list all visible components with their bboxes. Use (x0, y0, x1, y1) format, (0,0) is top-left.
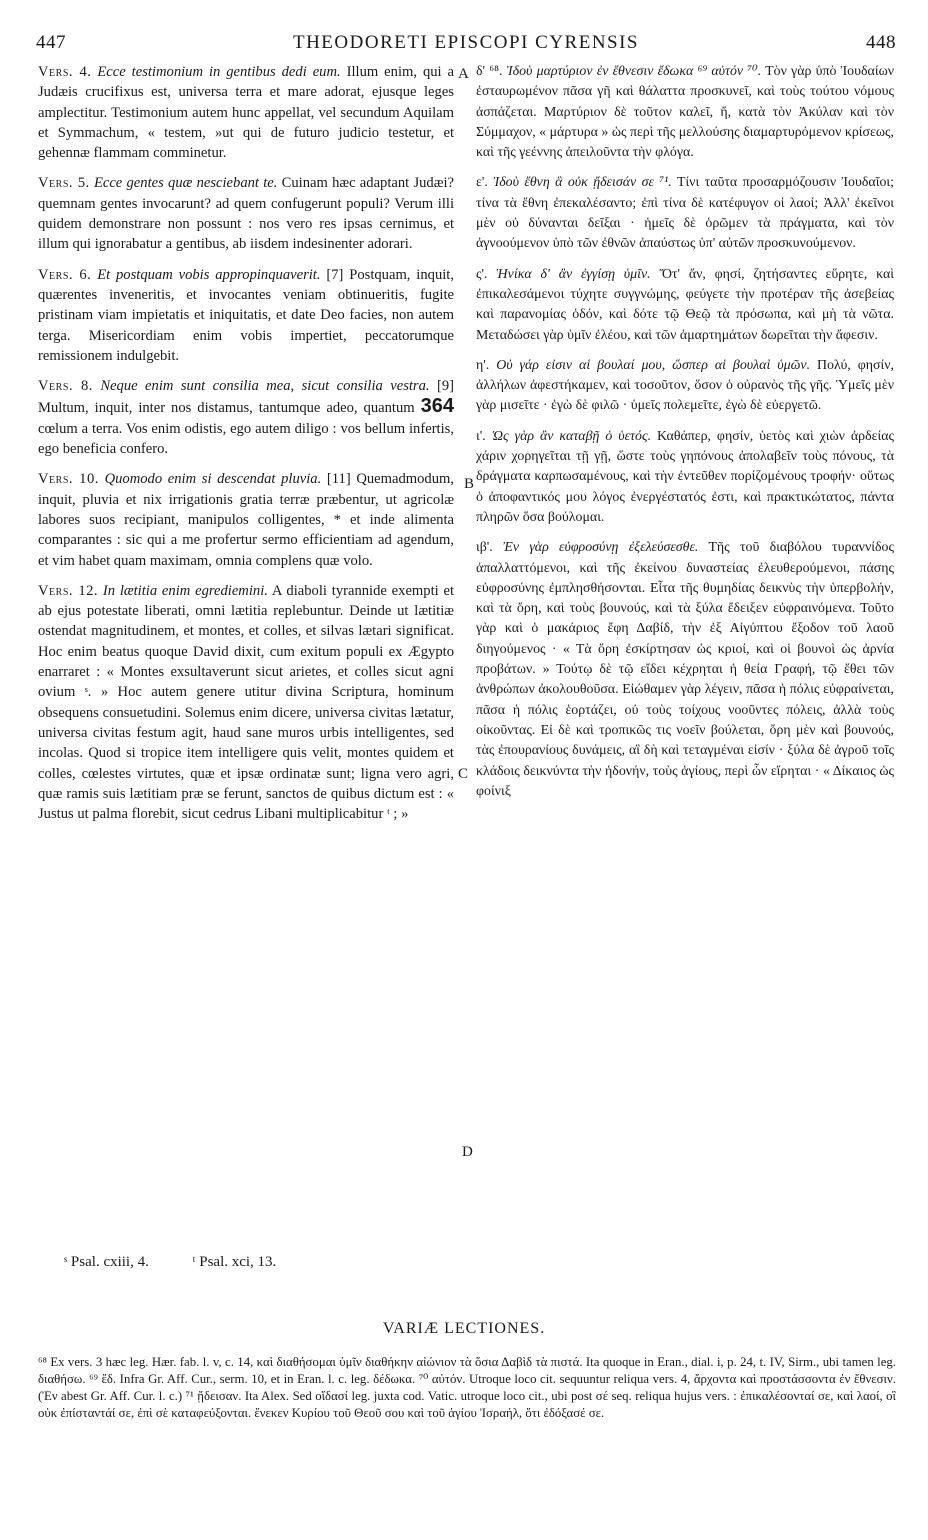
page-number-left: 447 (36, 32, 66, 53)
variae-lectiones-heading: VARIÆ LECTIONES. (382, 1320, 546, 1337)
latin-paragraph: Vers. 10. Quomodo enim si descendat pluvia. [11] Quemadmodum, inquit, pluvia et nix irrigationis gratia terræ præbentur, ut agricolæ labores suos recipiant, manipulos colligentes, * et inde alimenta comparantes : sic qui a me profertur sermo efficientiam ad agendum, et vim habet quam maximam, omnia complens quæ volo. (38, 471, 454, 569)
latin-paragraph: Vers. 4. Ecce testimonium in gentibus dedi eum. Illum enim, qui a Judæis crucifixus est, universa terra et mare adorat, ejusque leges amplectitur. Testimonium autem hunc appellat, vel secundum Aquilam et Symmachum, « testem, »ut qui de futuro judicio testetur, et gehennæ flammam comminetur. (38, 64, 455, 162)
column-marker-a: A (458, 66, 469, 82)
column-number: 364 (420, 395, 454, 418)
page-number-right: 448 (866, 32, 896, 53)
greek-paragraph: η'. Οὐ γάρ εἰσιν αἱ βουλαί μου, ὥσπερ αἱ βουλαὶ ὑμῶν. Πολύ, φησίν, ἀλλήλων ἀφεστήκαμεν, καὶ τοσοῦτον, ὅσον ὁ οὐρανὸς τῆς γῆς. Ὑμεῖς μὲν γὰρ μισεῖτε · ἐγὼ δὲ φιλῶ · ὑμεῖς πολεμεῖτε, ἐγὼ δὲ εὐεργετῶ. (476, 357, 894, 414)
variae-paragraph: ⁶⁸ Ex vers. 3 hæc leg. Hær. fab. l. v, c. 14, καὶ διαθήσομαι ὑμῖν διαθήκην αἰώνιον τὰ ὅσια Δαβὶδ τὰ πιστά. Ita quoque in Eran., dial. i, p. 24, t. IV, Sirm., ubi tamen leg. διαθήσω. ⁶⁹ ἔδ. Infra Gr. Aff. Cur., serm. 10, et in Eran. l. c. leg. δέδωκα. ⁷⁰ αὐτόν. Utroque loco cit. sequuntur reliqua vers. 4, ἄρχοντα καὶ προστάσσοντα ἐν ἔθνεσιν. (Ἐν abest Gr. Aff. Cur. l. c.) ⁷¹ ᾔδεισαν. Ita Alex. Sed οἴδασί leg. juxta cod. Vatic. utroque loco cit., ubi post σέ seq. reliqua hujus vers. : ἐπικαλέσονταί σε, καὶ λαοί, οἳ οὐκ ἐπίσταντάί σε, ἐπὶ σὲ καταφεύξονται. ἕνεκεν Κυρίου τοῦ Θεοῦ σου καὶ τοῦ ἁγίου Ἰσραήλ, ὅτι ἐδόξασέ σε. (38, 1355, 896, 1420)
running-title: THEODORETI EPISCOPI CYRENSIS (292, 32, 640, 53)
greek-paragraph: δ' ⁶⁸. Ἰδοὺ μαρτύριον ἐν ἔθνεσιν ἔδωκα ⁶⁹ αὐτόν ⁷⁰. Τὸν γὰρ ὑπὸ Ἰουδαίων ἐσταυρωμένον πᾶσα γῆ καὶ θάλαττα προσκυνεῖ, καὶ τοὺς τούτου νόμους ἀσπάζεται. Μαρτύριον δὲ τοῦτον καλεῖ, ἤ, κατὰ τὸν Ἀκύλαν καὶ τὸν Σύμμαχον, « μάρτυρα » ὡς περὶ τῆς μελλούσης διαμαρτυρόμενον κρίσεως, καὶ τῆς γεέννης ἀπειλοῦντα τὴν φλόγα. (476, 64, 894, 161)
column-marker-c: C (458, 766, 469, 782)
column-marker-b: B (464, 476, 475, 492)
latin-paragraph: Vers. 5. Ecce gentes quæ nesciebant te. Cuinam hæc adaptant Judæi? quemnam gentes invocarunt? ad quem confugerunt populi? Verum illi quidem demonstrare non possunt : nos vero res ipsas cernimus, et illum qui ignorabatur a gentibus, ab iisdem indesinenter adorari. (38, 175, 454, 253)
running-header (36, 32, 896, 58)
greek-paragraph: ιβ'. Ἐν γὰρ εὐφροσύνῃ ἐξελεύσεσθε. Τῆς τοῦ διαβόλου τυραννίδος ἀπαλλαττόμενοι, καὶ τῆς ἐκείνου δυναστείας ἐλευθερούμενοι, πάσης εὐφροσύνης ἐμπλησθήσονται. Εἶτα τῆς θυμηδίας δεικνὺς τὴν ὑπερβολήν, καὶ τὰ ὄρη, καὶ τοὺς βουνούς, καὶ τὰ ξύλα ἔδειξεν εὐφραινόμενα. Τοῦτο γὰρ καὶ ὁ μακάριος ἔφη Δαβίδ, τὴν ἐξ Αἰγύπτου ἔξοδον τοῦ λαοῦ διηγούμενος · « Τὰ ὄρη ἐσκίρτησαν ὡς κριοί, καὶ οἱ βουνοὶ ὡς ἀρνία προβάτων. » Τούτῳ δὲ τῷ εἴδει κέχρηται ἡ θεία Γραφή, τῷ ἔθει τῶν ἀνθρώπων ἀκολουθοῦσα. Εἰώθαμεν γὰρ λέγειν, πᾶσα ἡ πόλις εὐφραίνεται, πᾶσα ἡ πόλις ἑορτάζει, οὐ τοὺς τοίχους νοοῦντες πόλεις, ἀλλὰ τοὺς οἰκοῦντας. Εἰ δὲ καὶ τροπικῶς τις νοεῖν βούλεται, ὄρη μὲν καὶ βουνούς, τὰς ἐπουρανίους δυνάμεις, αἳ δὴ καὶ τεταγμέναι εἰσίν · ξύλα δὲ ἀγροῦ τοῖς κλάδοις δεικνύντα τὴν ἡδονήν, τοὺς ἁγίους, περὶ ὧν εἴρηται · « Δίκαιος ὡς φοίνιξ (476, 540, 894, 799)
footnote: ˢ Psal. cxiii, 4. (64, 1254, 149, 1270)
footnote: ᵗ Psal. xci, 13. (192, 1254, 277, 1270)
greek-column (476, 62, 894, 812)
latin-paragraph: Vers. 6. Et postquam vobis appropinquaverit. [7] Postquam, inquit, quærentes inveneritis, et invocantes veniam obtinueritis, fugite pristinam viam impietatis et iniquitatis, et date Deo facies, non autem terga. Misericordiam enim vobis impertiet, peccatorumque remissionem indulgebit. (38, 266, 455, 364)
greek-paragraph: ι'. Ὡς γὰρ ἂν καταβῇ ὁ ὑετός. Καθάπερ, φησίν, ὑετὸς καὶ χιὼν ἀρδείας χάριν χορηγεῖται τῇ γῇ, ὥστε τοὺς γηπόνους ἀπολαβεῖν τοὺς πόνους, τὰ δράγματα καρπωσαμένους, καὶ τὴν ἐντεῦθεν πορίζομένους τροφήν· οὕτως ὁ ἀποφαντικός μου λόγος ἐνεργέστατός ἐστι, καὶ πρακτικώτατος, πάντα πληρῶν ὅσα βούλομαι. (476, 428, 894, 525)
column-marker-d: D (462, 1144, 473, 1160)
latin-paragraph: Vers. 12. In lætitia enim egrediemini. A diaboli tyrannide exempti et ab ejus potestate liberati, omni lætitia replebuntur. Deinde ut lætitiæ ostendat magnitudinem, et montes, et colles, et silvas lætari significat. Hoc enim beatus quoque David dixit, cum exitum populi ex Ægypto enarraret : « Montes exsultaverunt sicut arietes, et colles sicut agni ovium ˢ. » Hoc autem genere utitur divina Scriptura, hominum obsequens consuetudini. Solemus enim dicere, universa civitas lætatur, universa civitas festum agit, haud sane muros urbis intelligentes, sed incolas. Quod si tropice item intelligere quis velit, montes quidem et colles, cœlestes virtutes, quæ et ipsæ ordinatæ sunt; ligna vero agri, quæ ramis suis lætitiam præ se ferunt, sanctos de quibus dictum est : « Justus ut palma florebit, sicut cedrus Libani multiplicabitur ᵗ ; » (38, 582, 455, 823)
greek-paragraph: ς'. Ἡνίκα δ' ἂν ἐγγίσῃ ὑμῖν. Ὅτ' ἄν, φησί, ζητήσαντες εὕρητε, καὶ ἐπικαλεσάμενοι τύχητε συγγνώμης, φεύγετε τὴν προτέραν τῆς ἀσεβείας καὶ παρανομίας ὁδόν, καὶ δότε τῷ Θεῷ τὰ πρόσωπα, καὶ μὴ τὰ νῶτα. Μεταδώσει γὰρ ὑμῖν ἐλέου, καὶ τῶν ἁμαρτημάτων δωρεῖται τὴν ἄφεσιν. (476, 266, 895, 343)
latin-column (38, 62, 454, 834)
variae-lectiones-text (38, 1354, 896, 1422)
latin-paragraph: Vers. 8. Neque enim sunt consilia mea, sicut consilia vestra. [9] Multum, inquit, inter nos distamus, tantumque adeo, quantum 364 cœlum a terra. Vos enim odistis, ego autem diligo : vos bellum infertis, ego beneficia confero. (38, 378, 455, 458)
footnotes (64, 1254, 316, 1271)
greek-paragraph: ε'. Ἰδοὺ ἔθνη ἃ οὐκ ᾔδεισάν σε ⁷¹. Τίνι ταῦτα προσαρμόζουσιν Ἰουδαῖοι; τίνα τὰ ἔθνη ἐπεκαλέσαντο; ἐπὶ τίνα δὲ κατέφυγον οἱ λαοί; Ἀλλ' ἐκεῖνοι μὲν οὐ δύνανται δεῖξαι · ἡμεῖς δὲ ὁρῶμεν τὰ πράγματα, καὶ τὸν ἀγνοούμενον ὑπὸ τῶν ἐθνῶν ἀπαύστως ὑπ' αὐτῶν προσκυνούμενον. (476, 175, 894, 252)
